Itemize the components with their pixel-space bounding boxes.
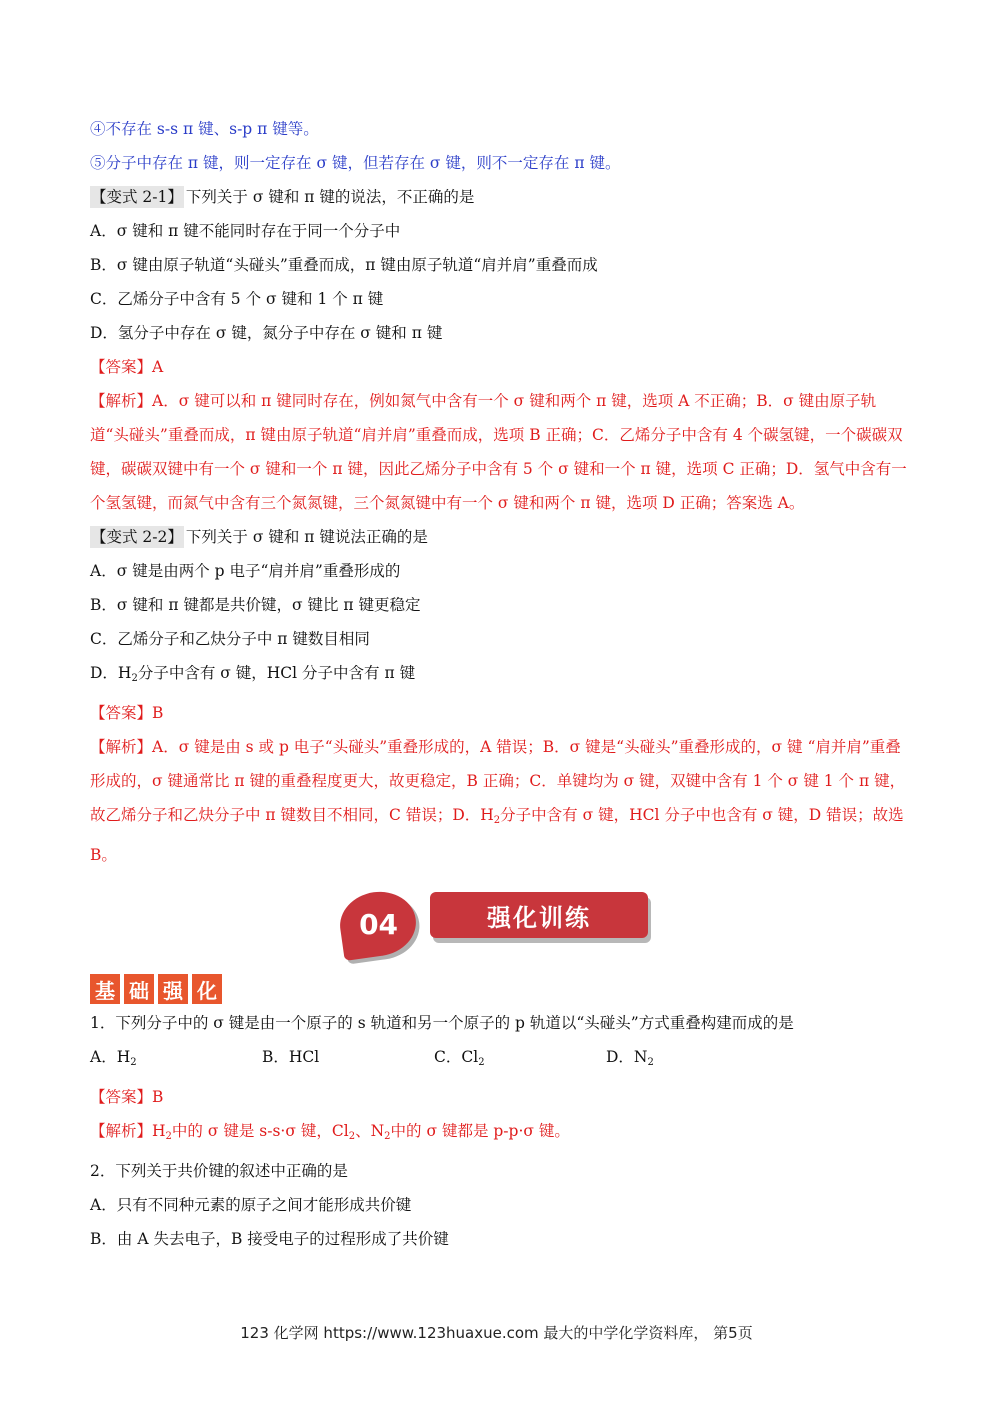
- heading-char: 础: [124, 974, 154, 1004]
- question-stem: 下列关于 σ 键和 π 键的说法，不正确的是: [185, 188, 475, 206]
- option-d-prefix: D．H: [90, 664, 132, 682]
- answer: 【答案】A: [90, 358, 164, 376]
- option-c: C．$Cl_2$: [434, 1048, 485, 1068]
- section-title-ribbon: [430, 892, 648, 938]
- section-number: 04: [358, 907, 398, 941]
- document-page: [90, 112, 915, 1256]
- question-variant-2-1: [90, 180, 915, 214]
- option-d: D．氢分子中存在 σ 键，氮分子中存在 σ 键和 π 键: [90, 324, 443, 342]
- intro-line-4: ④不存在 s-s π 键、s-p π 键等。: [90, 120, 319, 138]
- question-2-stem: 2．下列关于共价键的叙述中正确的是: [90, 1162, 348, 1180]
- question-1-stem: 1．下列分子中的 σ 键是由一个原子的 s 轨道和另一个原子的 p 轨道以“头碰头”方式重叠构建而成的是: [90, 1014, 794, 1032]
- answer: 【答案】B: [90, 704, 164, 722]
- question-stem: 下列关于 σ 键和 π 键说法正确的是: [185, 528, 428, 546]
- option-d-text: 分子中含有 σ 键，HCl 分子中含有 π 键: [137, 664, 416, 682]
- analysis: [90, 730, 915, 872]
- answer: 【答案】B: [90, 1088, 164, 1106]
- analysis-text: A．σ 键是由 s 或 p 电子“头碰头”重叠形成的，A 错误；B．σ 键是“头碰头”重叠形成的，σ 键 “肩并肩”重叠形成的，σ 键通常比 π 键的重叠程度更大，故更稳定，B 正确；C．单键均为 σ 键，双键中含有 1 个 σ 键 1 个 π 键，故乙烯分子和乙炔分子中 π 键数目不相同，C 错误；D．H: [90, 738, 906, 824]
- heading-char: 强: [158, 974, 188, 1004]
- analysis-tag: 【解析】: [90, 738, 153, 756]
- subscript: 2: [131, 673, 138, 684]
- analysis-text-end: 分子中含有 σ 键，HCl 分子中也含有 σ 键，D 错误；故选 B。: [90, 806, 904, 864]
- section-banner: [90, 886, 915, 966]
- option-b: B．由 A 失去电子，B 接受电子的过程形成了共价键: [90, 1230, 449, 1248]
- analysis-tag: 【解析】: [90, 392, 153, 410]
- intro-line-5: ⑤分子中存在 π 键，则一定存在 σ 键，但若存在 σ 键，则不一定存在 π 键。: [90, 154, 621, 172]
- section-number-badge: [336, 887, 420, 961]
- question-1-options: [90, 1040, 915, 1080]
- option-c: C．乙烯分子中含有 5 个 σ 键和 1 个 π 键: [90, 290, 384, 308]
- option-d: D．$N_2$: [606, 1048, 654, 1068]
- option-a: A．$H_2$: [90, 1048, 137, 1068]
- heading-char: 化: [192, 974, 222, 1004]
- analysis-text: A．σ 键可以和 π 键同时存在，例如氮气中含有一个 σ 键和两个 π 键，选项 A 不正确；B．σ 键由原子轨道“头碰头”重叠而成，π 键由原子轨道“肩并肩”重叠而成，选项 B 正确；C．乙烯分子中含有 4 个碳氢键，一个碳碳双键，碳碳双键中有一个 σ 键和一个 π 键，因此乙烯分子中含有 5 个 σ 键和一个 π 键，选项 C 正确；D．氢气中含有一个氢氢键，而氮气中含有三个氮氮键，三个氮氮键中有一个 σ 键和两个 π 键，选项 D 正确；答案选 A。: [90, 392, 907, 512]
- variant-tag: 【变式 2-2】: [91, 528, 183, 546]
- option-a: A．σ 键和 π 键不能同时存在于同一个分子中: [90, 222, 401, 240]
- variant-tag: 【变式 2-1】: [91, 188, 183, 206]
- page-footer: 123 化学网 https://www.123huaxue.com 最大的中学化学资料库， 第5页: [240, 1324, 753, 1342]
- option-b: B．σ 键和 π 键都是共价键，σ 键比 π 键更稳定: [90, 596, 421, 614]
- option-b: B．HCl: [262, 1048, 320, 1066]
- subscript: 2: [493, 815, 501, 826]
- analysis: 【解析】$H_2$中的 σ 键是 s-s·σ 键，$Cl_2$、$N_2$中的 σ 键都是 p-p·σ 键。: [90, 1122, 570, 1142]
- option-c: C．乙烯分子和乙炔分子中 π 键数目相同: [90, 630, 370, 648]
- heading-char: 基: [90, 974, 120, 1004]
- analysis: [90, 384, 915, 520]
- question-variant-2-2: [90, 520, 915, 554]
- option-a: A．σ 键是由两个 p 电子“肩并肩”重叠形成的: [90, 562, 401, 580]
- subsection-heading: [90, 974, 915, 1004]
- option-a: A．只有不同种元素的原子之间才能形成共价键: [90, 1196, 412, 1214]
- option-d: [90, 656, 915, 696]
- section-title: 强化训练: [487, 903, 591, 932]
- option-b: B．σ 键由原子轨道“头碰头”重叠而成，π 键由原子轨道“肩并肩”重叠而成: [90, 256, 598, 274]
- analysis-tag: 【解析】: [90, 1122, 153, 1140]
